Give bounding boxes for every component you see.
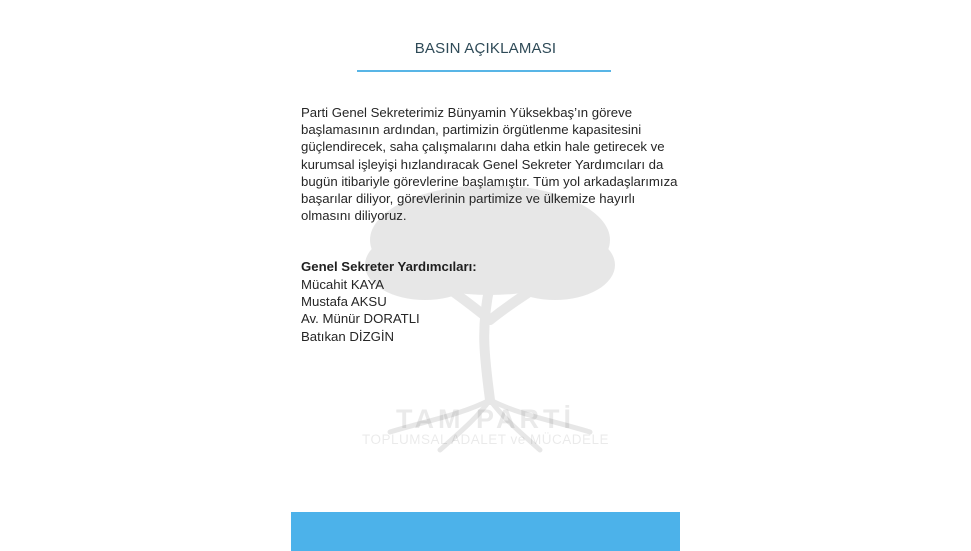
list-item: Batıkan DİZGİN [301, 328, 395, 344]
watermark-slogan: TOPLUMSAL ADALET ve MÜCADELE [361, 432, 610, 447]
footer-bar [291, 512, 680, 551]
title-divider [357, 70, 611, 72]
list-item: Av. Münür DORATLI [301, 311, 420, 327]
announcement-body [301, 104, 681, 224]
announcement-paragraph: Parti Genel Sekreterimiz Bünyamin Yüksekbaş’ın göreve başlamasının ardından, partimizin örgütlenme kapasitesini güçlendirecek, saha çalışmalarını daha etkin hale getirecek ve kurumsal işleyişi hızlandıracak Genel Sekreter Yardımcıları da bugün itibariyle görevlerine başlamıştır. Tüm yol arkadaşlarımıza başarılar diliyor, görevlerinin partimize ve ülkemize hayırlı olmasını diliyoruz. [301, 105, 678, 224]
list-item: Mücahit KAYA [301, 277, 385, 292]
watermark-party-name: TAM PARTİ [396, 404, 575, 434]
assistants-heading: Genel Sekreter Yardımcıları: [301, 259, 477, 274]
assistants-list [301, 276, 420, 345]
list-item: Mustafa AKSU [301, 294, 387, 310]
page-title: BASIN AÇIKLAMASI [414, 40, 557, 57]
